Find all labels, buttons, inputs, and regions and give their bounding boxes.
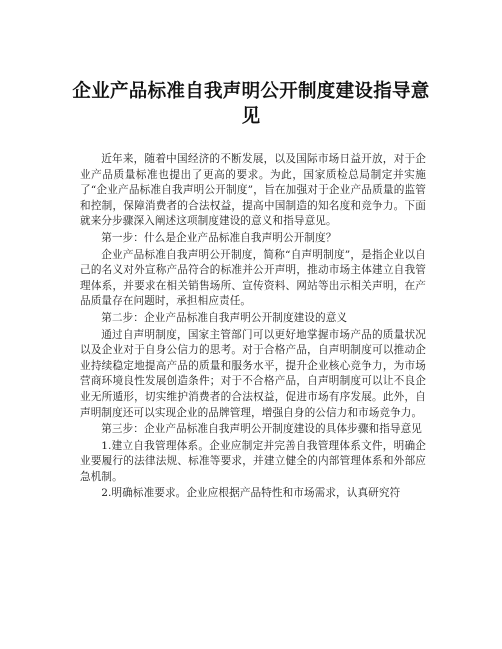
step-three-item-1: 1.建立自我管理体系。企业应制定并完善自我管理体系文件，明确企业要履行的法律法规、标准等要求，并建立健全的内部管理体系和外部应急机制。: [80, 439, 426, 483]
step-one-heading: 第一步：什么是企业产品标准自我声明公开制度？: [101, 231, 337, 244]
step-two-paragraph: 通过自声明制度，国家主管部门可以更好地掌握市场产品的质量状况以及企业对于自身公信力的思考。对于合格产品，自声明制度可以推动企业持续稳定地提高产品的质量和服务水平，提升企业核心竞争力，为市场营商环境良性发展创造条件；对于不合格产品，自声明制度可以让不良企业无所遁形，切实维护消费者的合法权益，促进市场有序发展。此外，自声明制度还可以实现企业的品牌管理，增强自身的公信力和市场竞争力。: [80, 328, 426, 419]
step-two-heading: 第二步：企业产品标准自我声明公开制度建设的意义: [101, 311, 348, 324]
document-body: [80, 152, 426, 503]
document-title: 企业产品标准自我声明公开制度建设指导意见: [72, 81, 430, 127]
step-three-heading: 第三步：企业产品标准自我声明公开制度建设的具体步骤和指导意见: [101, 423, 422, 436]
intro-paragraph: 近年来，随着中国经济的不断发展，以及国际市场日益开放，对于企业产品质量标准也提出了更高的要求。为此，国家质检总局制定并实施了“企业产品标准自我声明公开制度”，旨在加强对于企业产品质量的监管和控制，保障消费者的合法权益，提高中国制造的知名度和竞争力。下面就来分步骤深入阐述这项制度建设的意义和指导意见。: [80, 153, 426, 228]
step-three-item-2: 2.明确标准要求。企业应根据产品特性和市场需求，认真研究符: [101, 487, 401, 500]
step-one-paragraph: 企业产品标准自我声明公开制度，简称“自声明制度”，是指企业以自己的名义对外宣称产品符合的标准并公开声明，推动市场主体建立自我管理体系，并要求在相关销售场所、宣传资料、网站等出示相关声明，在产品质量存在问题时，承担相应责任。: [80, 248, 426, 308]
